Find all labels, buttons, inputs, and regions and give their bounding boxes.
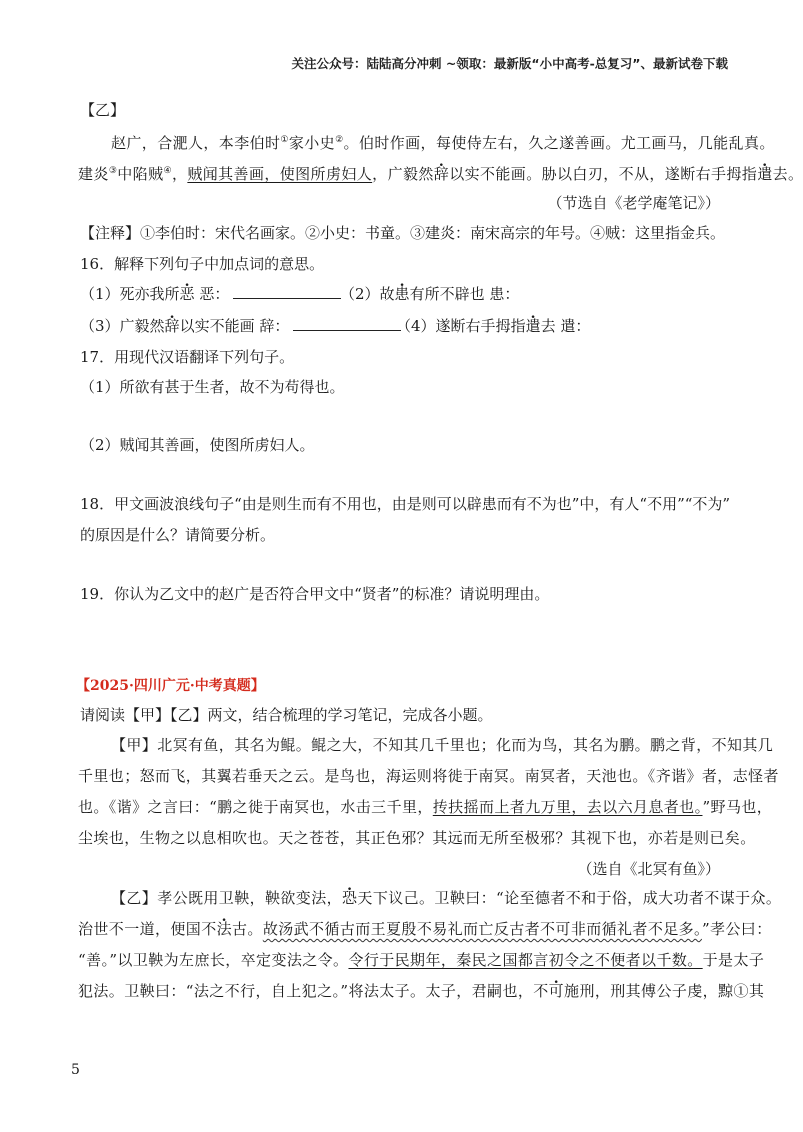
section2-intro: 请阅读【甲】【乙】两文，结合梳理的学习笔记，完成各小题。	[80, 706, 493, 724]
yi2-line-2: 治世不一道，便国不法古。故汤武不循古而王夏殷不易礼而亡反古者不可非而循礼者不足多。”孝公曰：	[78, 920, 772, 938]
header-notice: 关注公众号：陆陆高分冲刺 ~领取：最新版“小中高考-总复习”、最新试卷下载	[291, 56, 728, 71]
question-16-4: （4）遂断右手拇指遣去 遣：	[396, 317, 591, 335]
underlined-sentence: 抟扶摇而上者九万里，去以六月息者也。	[432, 798, 703, 816]
underlined-sentence: 贼闻其善画，使图所虏妇人	[187, 165, 373, 183]
dotted-char: 遣	[757, 165, 773, 183]
yi-paragraph-line-2: 建炎③中陷贼④，贼闻其善画，使图所虏妇人，广毅然辞以实不能画。胁以白刃，不从，遂断右手拇指遣去。	[78, 165, 803, 183]
yi-notes: 【注释】①李伯时：宋代名画家。②小史：书童。③建炎：南宋高宗的年号。④贼：这里指金兵。	[80, 224, 726, 242]
question-16-1: （1）死亦我所恶 恶：	[80, 283, 341, 305]
jia-line-3: 也。《谐》之言曰：“鹏之徙于南冥也，水击三千里，抟扶摇而上者九万里，去以六月息者也。”野马也，	[78, 798, 773, 816]
yi2-line-3: “善。”以卫鞅为左庶长，卒定变法之令。令行于民期年，秦民之国都言初令之不便者以千数。于是太子	[78, 951, 765, 969]
question-18-line-2: 的原因是什么？请简要分析。	[80, 526, 276, 544]
question-17-1: （1）所欲有甚于生者，故不为苟得也。	[80, 378, 345, 396]
jia-source: （选自《北冥有鱼》）	[577, 860, 720, 878]
wavy-underlined-sentence: 故汤武不循古而王夏殷不易礼而亡反古者不可非而循礼者不足多。	[262, 920, 702, 938]
underlined-sentence: 令行于民期年，秦民之国都言初令之不便者以千数。	[348, 951, 703, 969]
question-18-line-1: 18．甲文画波浪线句子“由是则生而有不用也，由是则可以辟患而有不为也”中，有人“不用”“不为”	[80, 495, 731, 513]
answer-blank[interactable]	[233, 284, 341, 299]
jia-line-1: 【甲】北冥有鱼，其名为鲲。鲲之大，不知其几千里也；化而为鸟，其名为鹏。鹏之背，不知其几	[111, 736, 774, 754]
yi-paragraph-line-1: 赵广，合淝人，本李伯时①家小史②。伯时作画，每使侍左右，久之遂善画。尤工画马，几能乱真。	[111, 134, 775, 152]
question-19: 19．你认为乙文中的赵广是否符合甲文中“贤者”的标准？请说明理由。	[80, 585, 550, 603]
answer-blank[interactable]	[293, 316, 401, 331]
question-16-3: （3）广毅然辞以实不能画 辞：	[80, 315, 401, 337]
section-label-yi: 【乙】	[80, 101, 126, 119]
jia-line-4: 尘埃也，生物之以息相吹也。天之苍苍，其正色邪？其远而无所至极邪？其视下也，亦若是则已矣。	[78, 829, 756, 847]
question-16-2: （2）故患有所不辟也 患：	[340, 285, 520, 303]
page-number: 5	[71, 1062, 80, 1078]
question-16: 16．解释下列句子中加点词的意思。	[80, 255, 325, 273]
dotted-char: 辞	[433, 165, 450, 183]
yi2-line-4: 犯法。卫鞅曰：“法之不行，自上犯之。”将法太子。太子，君嗣也，不可施刑，刑其傅公子虔，黥①其	[78, 982, 765, 1000]
question-17-2: （2）贼闻其善画，使图所虏妇人。	[80, 436, 315, 454]
exam-source-tag: 【2025·四川广元·中考真题】	[76, 678, 265, 694]
question-17: 17．用现代汉语翻译下列句子。	[80, 348, 295, 366]
jia-line-2: 千里也；怒而飞，其翼若垂天之云。是鸟也，海运则将徙于南冥。南冥者，天池也。《齐谐》者，志怪者	[78, 767, 779, 785]
yi2-line-1: 【乙】孝公既用卫鞅，鞅欲变法，恐天下议己。卫鞅曰：“论至德者不和于俗，成大功者不谋于众。	[111, 889, 782, 907]
yi-source: （节选自《老学庵笔记》）	[547, 194, 720, 212]
